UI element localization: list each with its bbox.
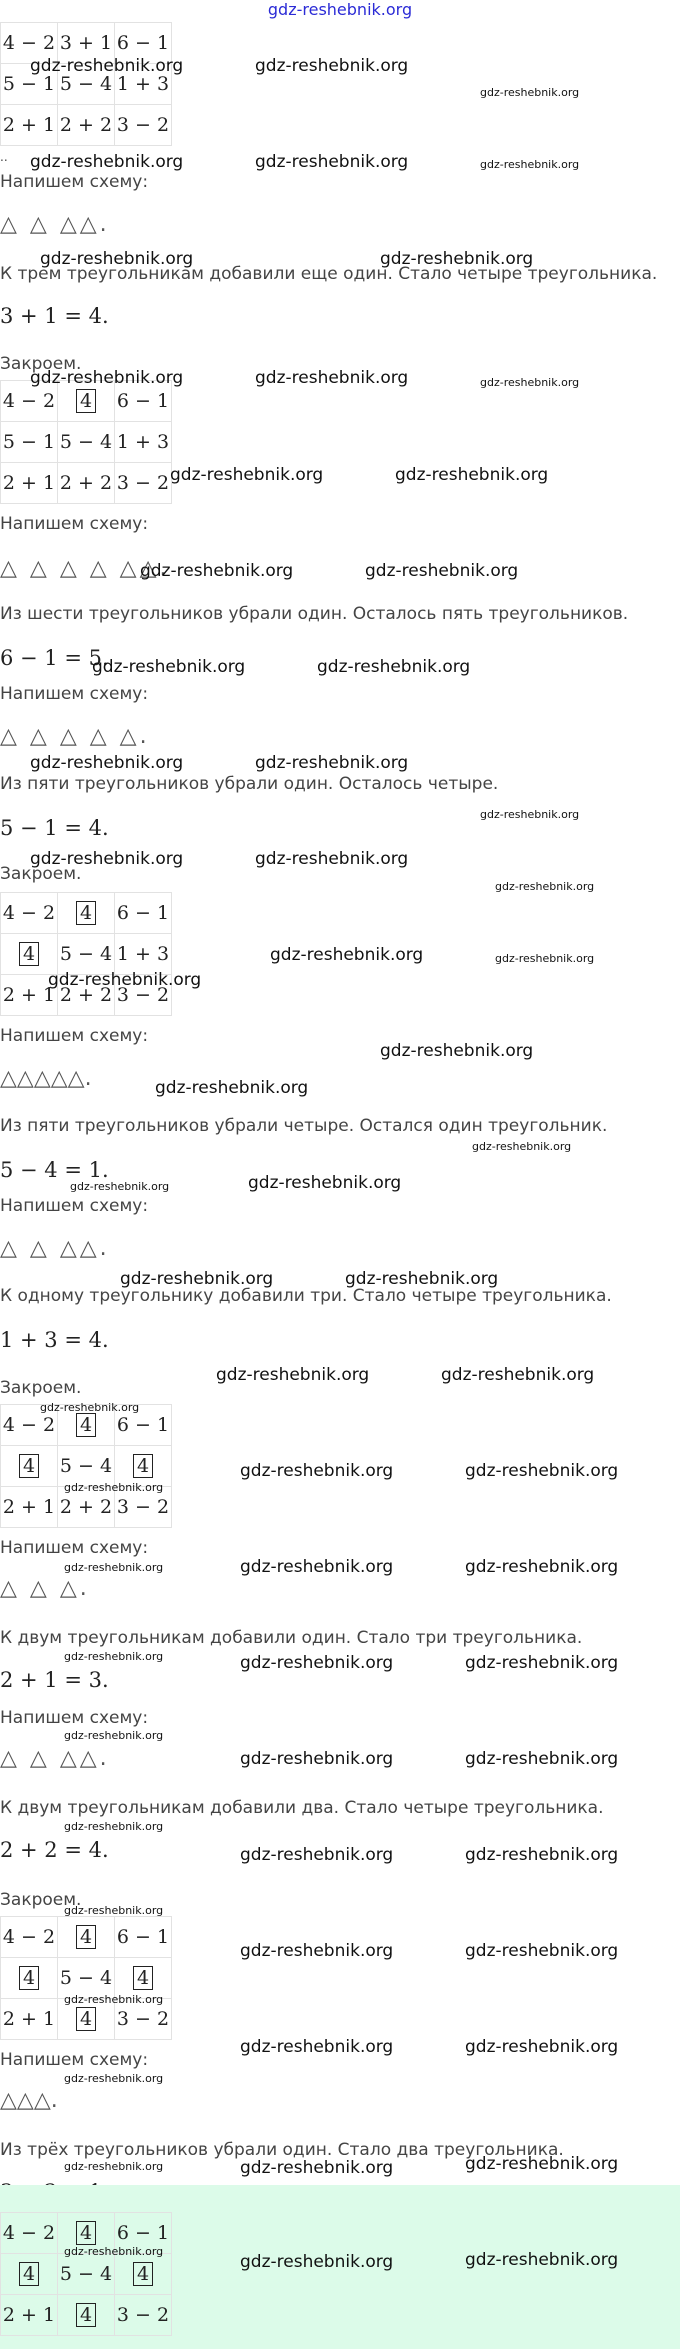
table-cell: 5 − 4 <box>58 64 115 105</box>
table-cell: 4 <box>58 381 115 422</box>
table-cell: 2 + 1 <box>1 2295 58 2336</box>
triangle-scheme: △ △ △△. <box>0 1746 110 1771</box>
table-cell: 2 + 1 <box>1 975 58 1016</box>
problem-text: К одному треугольнику добавили три. Стало четыре треугольника. <box>0 1286 612 1306</box>
table-cell: 5 − 4 <box>58 1958 115 1999</box>
problem-text: К двум треугольникам добавили два. Стало четыре треугольника. <box>0 1798 604 1818</box>
watermark: gdz-reshebnik.org <box>64 2245 164 2258</box>
watermark: gdz-reshebnik.org <box>30 56 184 76</box>
triangle-scheme: △ △ △ △ △. <box>0 724 150 749</box>
table-cell: 1 + 3 <box>115 422 172 463</box>
table-cell: 6 − 1 <box>115 381 172 422</box>
table-cell: 5 − 1 <box>1 64 58 105</box>
table-cell: 4 <box>115 1446 172 1487</box>
watermark: gdz-reshebnik.org <box>140 561 294 581</box>
watermark: gdz-reshebnik.org <box>216 1365 370 1385</box>
triangle-scheme: △ △ △△. <box>0 1236 110 1261</box>
watermark: gdz-reshebnik.org <box>64 2072 164 2085</box>
close-label: Закроем. <box>0 864 82 884</box>
table-cell: 4 − 2 <box>1 1405 58 1446</box>
watermark: gdz-reshebnik.org <box>495 952 595 965</box>
close-label: Закроем. <box>0 354 82 374</box>
watermark: gdz-reshebnik.org <box>465 1461 619 1481</box>
table-cell: 2 + 2 <box>58 975 115 1016</box>
table-cell: 3 + 1 <box>58 23 115 64</box>
scheme-label: Напишем схему: <box>0 2050 149 2070</box>
equation: 5 − 1 = 4. <box>0 816 109 840</box>
scheme-label: Напишем схему: <box>0 514 149 534</box>
watermark: gdz-reshebnik.org <box>240 1749 394 1769</box>
expression-table <box>0 892 172 1016</box>
table-cell: 2 + 2 <box>58 105 115 146</box>
table-cell: 3 − 2 <box>115 2295 172 2336</box>
table-cell: 3 − 2 <box>115 463 172 504</box>
watermark: gdz-reshebnik.org <box>248 1173 402 1193</box>
site-header-link[interactable]: gdz-reshebnik.org <box>267 0 413 19</box>
watermark: gdz-reshebnik.org <box>255 56 409 76</box>
watermark: gdz-reshebnik.org <box>240 1653 394 1673</box>
table-cell: 6 − 1 <box>115 1917 172 1958</box>
table-cell: 4 <box>58 1999 115 2040</box>
leading-mark: .. <box>0 150 8 164</box>
table-cell: 3 − 2 <box>115 1487 172 1528</box>
watermark: gdz-reshebnik.org <box>255 152 409 172</box>
watermark: gdz-reshebnik.org <box>465 1653 619 1673</box>
expression-table-final <box>0 2212 172 2336</box>
table-cell: 4 <box>58 893 115 934</box>
watermark: gdz-reshebnik.org <box>92 657 246 677</box>
expression-table-initial <box>0 22 172 146</box>
watermark: gdz-reshebnik.org <box>255 368 409 388</box>
triangle-scheme: △△△△△. <box>0 1066 92 1091</box>
table-cell: 5 − 4 <box>58 2254 115 2295</box>
watermark: gdz-reshebnik.org <box>30 849 184 869</box>
watermark: gdz-reshebnik.org <box>240 1845 394 1865</box>
table-cell: 2 + 2 <box>58 1487 115 1528</box>
watermark: gdz-reshebnik.org <box>240 2037 394 2057</box>
close-label: Закроем. <box>0 1378 82 1398</box>
watermark: gdz-reshebnik.org <box>240 1461 394 1481</box>
table-cell: 5 − 1 <box>1 422 58 463</box>
table-cell: 4 <box>115 2254 172 2295</box>
table-cell: 4 <box>1 1958 58 1999</box>
watermark: gdz-reshebnik.org <box>480 808 580 821</box>
watermark: gdz-reshebnik.org <box>465 2154 619 2174</box>
watermark: gdz-reshebnik.org <box>480 158 580 171</box>
watermark: gdz-reshebnik.org <box>240 1557 394 1577</box>
watermark: gdz-reshebnik.org <box>240 2158 394 2178</box>
watermark: gdz-reshebnik.org <box>64 1650 164 1663</box>
problem-text: Из шести треугольников убрали один. Осталось пять треугольников. <box>0 604 629 624</box>
watermark: gdz-reshebnik.org <box>240 2252 394 2272</box>
table-cell: 4 <box>58 1917 115 1958</box>
watermark: gdz-reshebnik.org <box>365 561 519 581</box>
watermark: gdz-reshebnik.org <box>472 1140 572 1153</box>
watermark: gdz-reshebnik.org <box>64 1993 164 2006</box>
watermark: gdz-reshebnik.org <box>70 1180 170 1193</box>
table-cell: 2 + 1 <box>1 105 58 146</box>
expression-table <box>0 1404 172 1528</box>
watermark: gdz-reshebnik.org <box>240 1941 394 1961</box>
triangle-scheme: △ △ △△. <box>0 212 110 237</box>
watermark: gdz-reshebnik.org <box>380 1041 534 1061</box>
table-cell: 1 + 3 <box>115 934 172 975</box>
problem-text: Из пяти треугольников убрали один. Осталось четыре. <box>0 774 499 794</box>
scheme-label: Напишем схему: <box>0 1026 149 1046</box>
table-cell: 4 − 2 <box>1 23 58 64</box>
table-cell: 3 − 2 <box>115 1999 172 2040</box>
table-cell: 4 <box>58 2213 115 2254</box>
expression-table <box>0 1916 172 2040</box>
watermark: gdz-reshebnik.org <box>480 86 580 99</box>
equation: 2 + 2 = 4. <box>0 1838 109 1862</box>
watermark: gdz-reshebnik.org <box>465 1749 619 1769</box>
close-label: Закроем. <box>0 1890 82 1910</box>
table-cell: 6 − 1 <box>115 23 172 64</box>
watermark: gdz-reshebnik.org <box>465 1941 619 1961</box>
equation: 2 + 1 = 3. <box>0 1668 109 1692</box>
table-cell: 4 <box>1 934 58 975</box>
watermark: gdz-reshebnik.org <box>395 465 549 485</box>
equation: 5 − 4 = 1. <box>0 1158 109 1182</box>
table-cell: 5 − 4 <box>58 934 115 975</box>
triangle-scheme: △△△. <box>0 2088 58 2113</box>
watermark: gdz-reshebnik.org <box>465 1845 619 1865</box>
table-cell: 5 − 4 <box>58 1446 115 1487</box>
table-cell: 4 − 2 <box>1 2213 58 2254</box>
table-cell: 2 + 2 <box>58 463 115 504</box>
watermark: gdz-reshebnik.org <box>465 1557 619 1577</box>
watermark: gdz-reshebnik.org <box>345 1269 499 1289</box>
watermark: gdz-reshebnik.org <box>465 2037 619 2057</box>
scheme-label: Напишем схему: <box>0 172 149 192</box>
problem-text: К трем треугольникам добавили еще один. Стало четыре треугольника. <box>0 264 658 284</box>
expression-table <box>0 380 172 504</box>
watermark: gdz-reshebnik.org <box>30 753 184 773</box>
equation: 1 + 3 = 4. <box>0 1328 109 1352</box>
table-cell: 3 − 2 <box>115 975 172 1016</box>
scheme-label: Напишем схему: <box>0 1196 149 1216</box>
watermark: gdz-reshebnik.org <box>64 1481 164 1494</box>
watermark: gdz-reshebnik.org <box>64 1561 164 1574</box>
watermark: gdz-reshebnik.org <box>64 1820 164 1833</box>
watermark: gdz-reshebnik.org <box>255 753 409 773</box>
watermark: gdz-reshebnik.org <box>441 1365 595 1385</box>
scheme-label: Напишем схему: <box>0 684 149 704</box>
problem-text: Из пяти треугольников убрали четыре. Остался один треугольник. <box>0 1116 608 1136</box>
table-cell: 2 + 1 <box>1 1999 58 2040</box>
scheme-label: Напишем схему: <box>0 1538 149 1558</box>
watermark: gdz-reshebnik.org <box>30 368 184 388</box>
problem-text: Из трёх треугольников убрали один. Стало два треугольника. <box>0 2140 564 2160</box>
triangle-scheme: △ △ △. <box>0 1576 90 1601</box>
table-cell: 4 − 2 <box>1 381 58 422</box>
table-cell: 4 <box>58 1405 115 1446</box>
watermark: gdz-reshebnik.org <box>255 849 409 869</box>
table-cell: 2 + 1 <box>1 463 58 504</box>
watermark: gdz-reshebnik.org <box>40 249 194 269</box>
table-cell: 3 − 2 <box>115 105 172 146</box>
problem-text: К двум треугольникам добавили один. Стало три треугольника. <box>0 1628 583 1648</box>
triangle-scheme: △ △ △ △ △△. <box>0 556 170 581</box>
watermark: gdz-reshebnik.org <box>120 1269 274 1289</box>
watermark: gdz-reshebnik.org <box>465 2250 619 2270</box>
watermark: gdz-reshebnik.org <box>40 1401 140 1414</box>
table-cell: 2 + 1 <box>1 1487 58 1528</box>
watermark: gdz-reshebnik.org <box>480 376 580 389</box>
equation: 6 − 1 = 5. <box>0 646 109 670</box>
table-cell: 4 <box>1 1446 58 1487</box>
watermark: gdz-reshebnik.org <box>30 152 184 172</box>
watermark: gdz-reshebnik.org <box>380 249 534 269</box>
table-cell: 4 − 2 <box>1 893 58 934</box>
watermark: gdz-reshebnik.org <box>48 970 202 990</box>
watermark: gdz-reshebnik.org <box>64 1904 164 1917</box>
watermark: gdz-reshebnik.org <box>155 1078 309 1098</box>
scheme-label: Напишем схему: <box>0 1708 149 1728</box>
watermark: gdz-reshebnik.org <box>495 880 595 893</box>
watermark: gdz-reshebnik.org <box>64 2160 164 2173</box>
table-cell: 4 <box>115 1958 172 1999</box>
table-cell: 5 − 4 <box>58 422 115 463</box>
watermark: gdz-reshebnik.org <box>317 657 471 677</box>
equation: 3 + 1 = 4. <box>0 304 109 328</box>
table-cell: 6 − 1 <box>115 1405 172 1446</box>
table-cell: 1 + 3 <box>115 64 172 105</box>
table-cell: 4 <box>1 2254 58 2295</box>
watermark: gdz-reshebnik.org <box>270 945 424 965</box>
watermark: gdz-reshebnik.org <box>64 1729 164 1742</box>
watermark: gdz-reshebnik.org <box>170 465 324 485</box>
table-cell: 6 − 1 <box>115 893 172 934</box>
table-cell: 4 − 2 <box>1 1917 58 1958</box>
table-cell: 4 <box>58 2295 115 2336</box>
table-cell: 6 − 1 <box>115 2213 172 2254</box>
